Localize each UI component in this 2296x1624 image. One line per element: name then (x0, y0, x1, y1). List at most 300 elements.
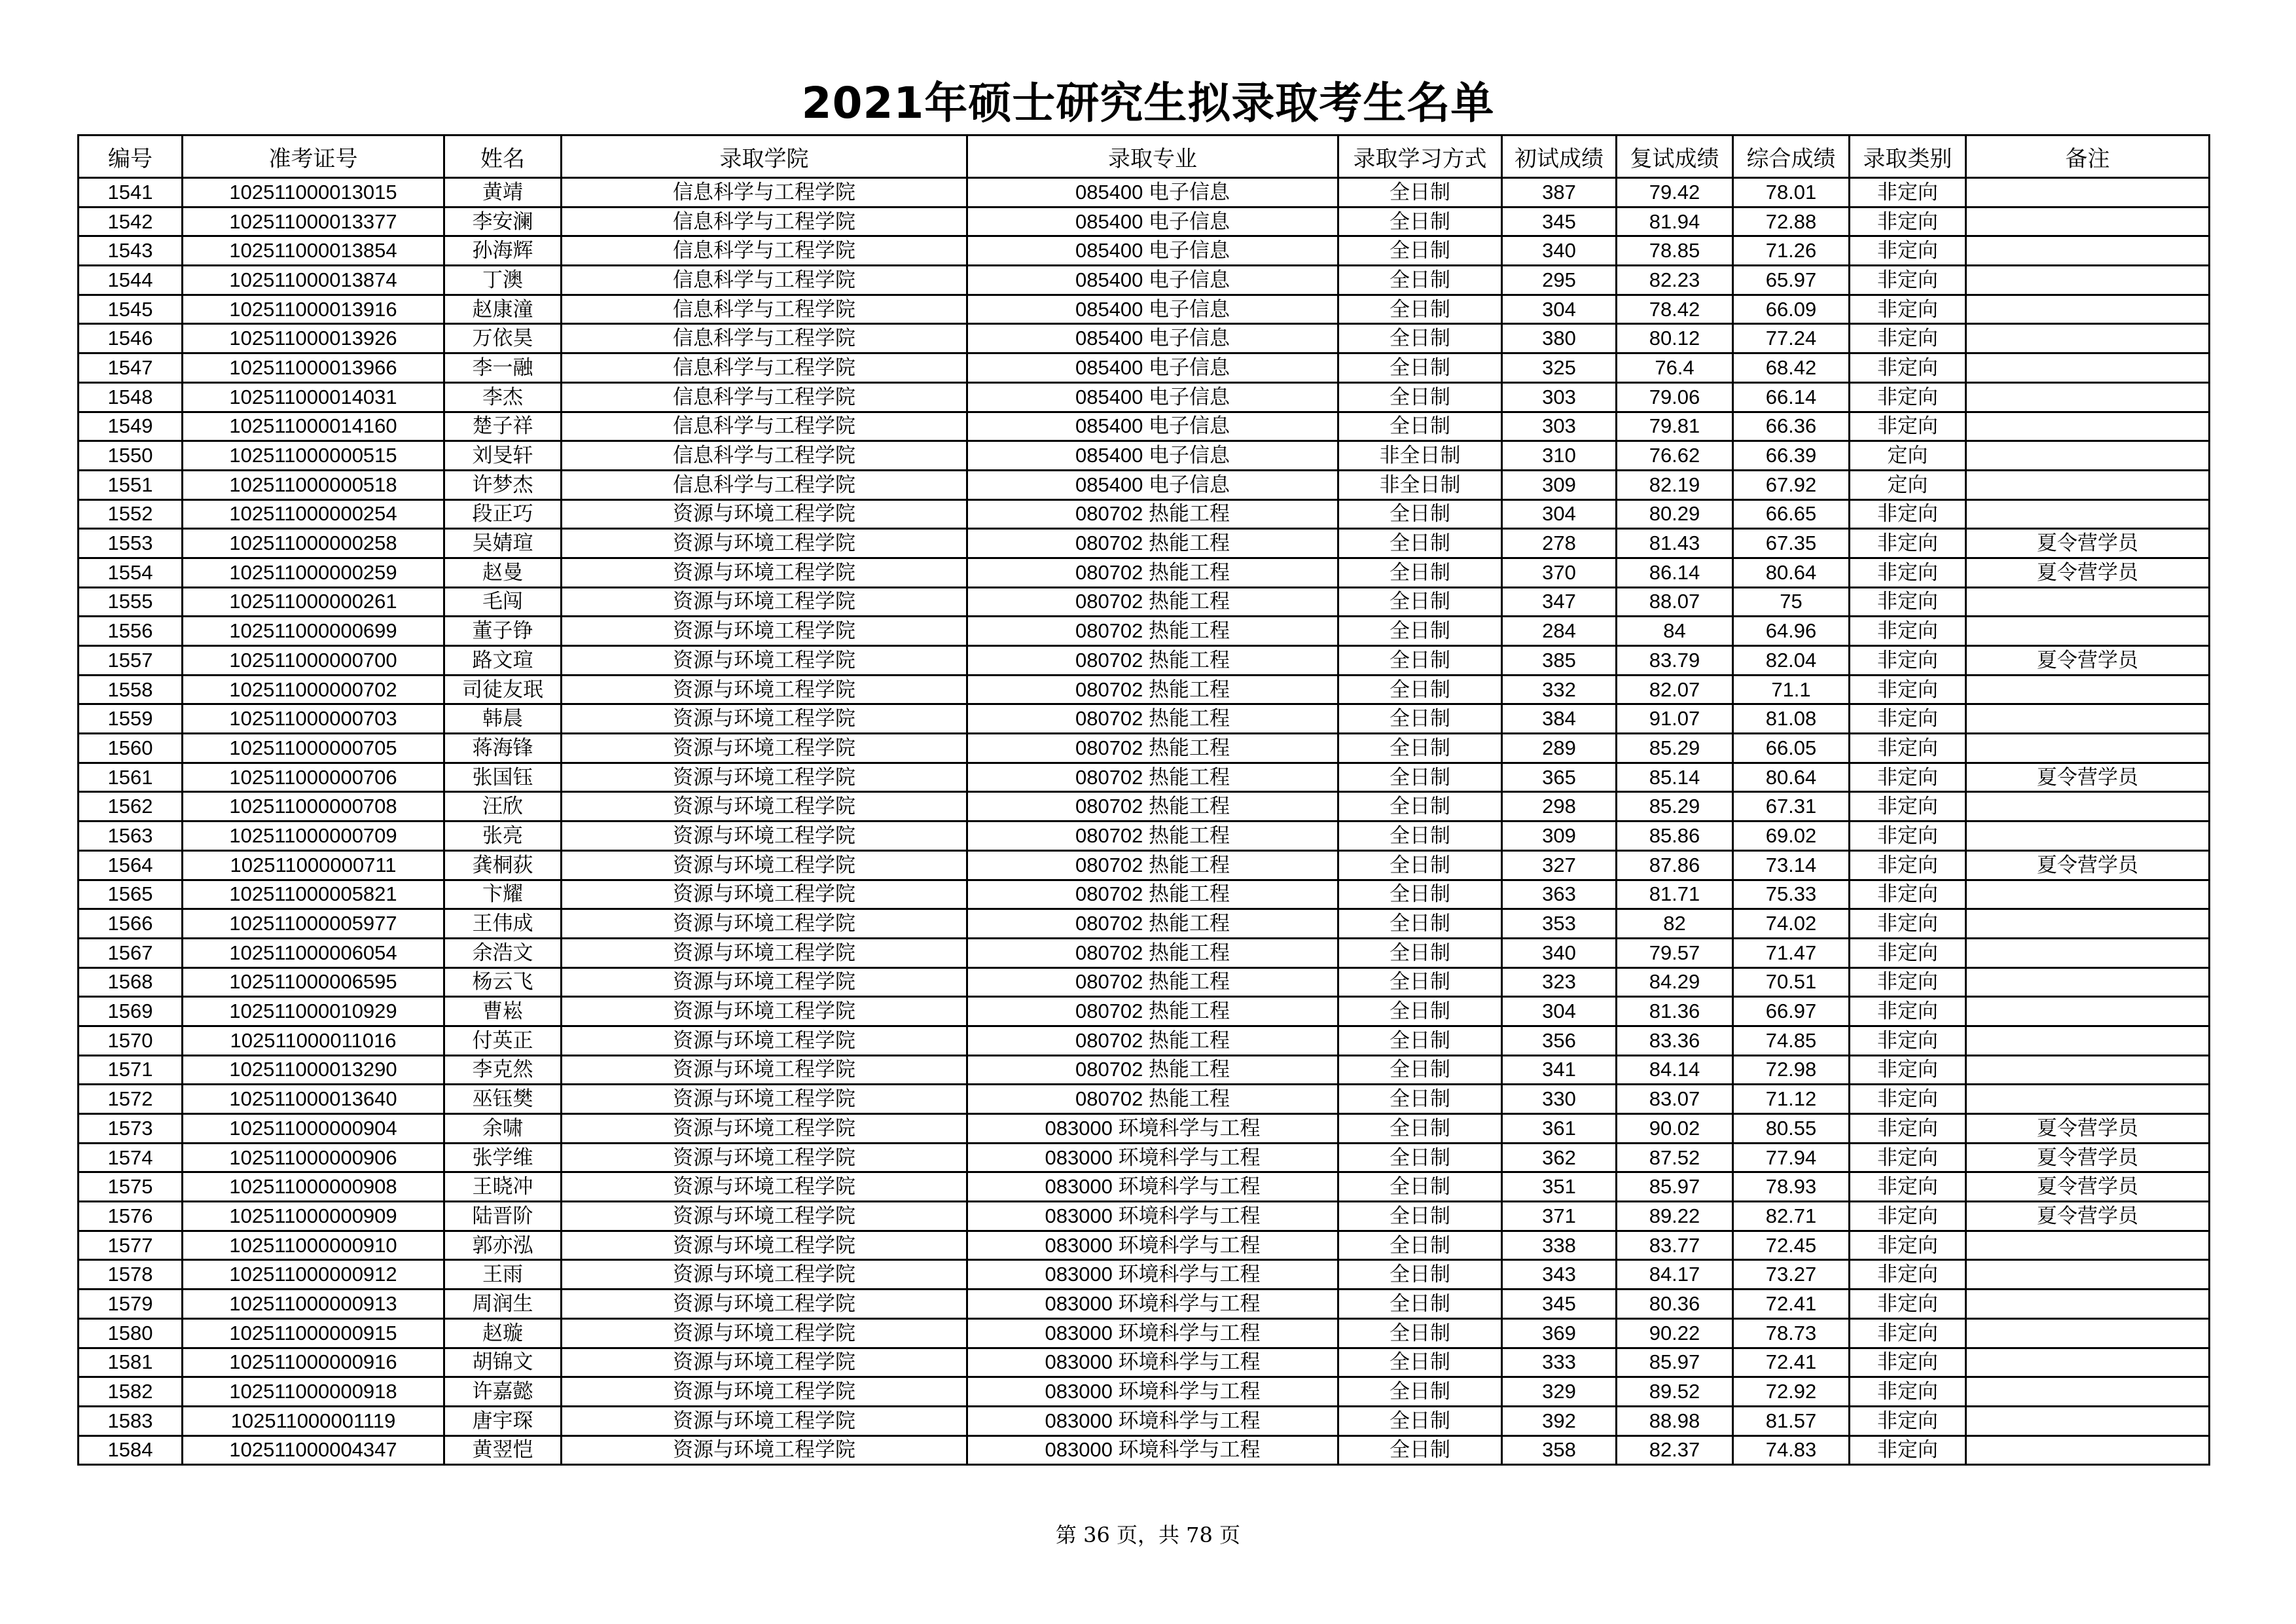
exam-id-cell: 102511000014031 (183, 382, 444, 412)
college-cell: 资源与环境工程学院 (562, 1318, 967, 1348)
retest-score-cell: 88.07 (1617, 587, 1733, 617)
college-cell: 资源与环境工程学院 (562, 1143, 967, 1172)
header-exam-id: 准考证号 (183, 135, 444, 178)
total-score-cell: 67.31 (1733, 792, 1850, 821)
initial-score-cell: 361 (1502, 1114, 1617, 1144)
header-remarks: 备注 (1966, 135, 2210, 178)
exam-id-cell: 102511000000700 (183, 646, 444, 676)
total-score-cell: 66.14 (1733, 382, 1850, 412)
total-score-cell: 67.92 (1733, 470, 1850, 499)
serial-cell: 1580 (79, 1318, 183, 1348)
serial-cell: 1575 (79, 1172, 183, 1202)
total-score-cell: 82.71 (1733, 1202, 1850, 1231)
name-cell: 蒋海锋 (444, 734, 562, 763)
name-cell: 孙海辉 (444, 236, 562, 266)
study-mode-cell: 全日制 (1338, 617, 1502, 646)
initial-score-cell: 284 (1502, 617, 1617, 646)
initial-score-cell: 298 (1502, 792, 1617, 821)
total-score-cell: 78.73 (1733, 1318, 1850, 1348)
initial-score-cell: 310 (1502, 441, 1617, 471)
exam-id-cell: 102511000000699 (183, 617, 444, 646)
exam-id-cell: 102511000000711 (183, 850, 444, 880)
major-cell: 080702 热能工程 (967, 1085, 1338, 1114)
major-cell: 080702 热能工程 (967, 1026, 1338, 1055)
remarks-cell (1966, 967, 2210, 997)
initial-score-cell: 295 (1502, 266, 1617, 295)
name-cell: 刘旻轩 (444, 441, 562, 471)
initial-score-cell: 333 (1502, 1348, 1617, 1377)
serial-cell: 1559 (79, 704, 183, 734)
exam-id-cell: 102511000013854 (183, 236, 444, 266)
college-cell: 资源与环境工程学院 (562, 1231, 967, 1260)
admission-type-cell: 非定向 (1850, 997, 1966, 1026)
header-major: 录取专业 (967, 135, 1338, 178)
serial-cell: 1555 (79, 587, 183, 617)
admission-type-cell: 非定向 (1850, 382, 1966, 412)
major-cell: 080702 热能工程 (967, 997, 1338, 1026)
total-score-cell: 68.42 (1733, 353, 1850, 383)
remarks-cell (1966, 821, 2210, 851)
table-row (79, 558, 2210, 587)
table-row (79, 1085, 2210, 1114)
college-cell: 资源与环境工程学院 (562, 1260, 967, 1290)
name-cell: 巫钰樊 (444, 1085, 562, 1114)
retest-score-cell: 85.86 (1617, 821, 1733, 851)
major-cell: 085400 电子信息 (967, 412, 1338, 441)
exam-id-cell: 102511000006054 (183, 938, 444, 967)
college-cell: 信息科学与工程学院 (562, 412, 967, 441)
table-row (79, 1348, 2210, 1377)
total-score-cell: 77.94 (1733, 1143, 1850, 1172)
name-cell: 许嘉懿 (444, 1377, 562, 1407)
exam-id-cell: 102511000000906 (183, 1143, 444, 1172)
major-cell: 080702 热能工程 (967, 792, 1338, 821)
admission-type-cell: 非定向 (1850, 1435, 1966, 1465)
remarks-cell (1966, 1026, 2210, 1055)
admission-type-cell: 定向 (1850, 441, 1966, 471)
name-cell: 胡锦文 (444, 1348, 562, 1377)
study-mode-cell: 全日制 (1338, 1085, 1502, 1114)
total-score-cell: 75 (1733, 587, 1850, 617)
study-mode-cell: 全日制 (1338, 1377, 1502, 1407)
total-score-cell: 80.64 (1733, 558, 1850, 587)
initial-score-cell: 347 (1502, 587, 1617, 617)
college-cell: 资源与环境工程学院 (562, 1348, 967, 1377)
initial-score-cell: 358 (1502, 1435, 1617, 1465)
total-score-cell: 66.65 (1733, 499, 1850, 529)
total-score-cell: 69.02 (1733, 821, 1850, 851)
college-cell: 资源与环境工程学院 (562, 1026, 967, 1055)
initial-score-cell: 362 (1502, 1143, 1617, 1172)
retest-score-cell: 85.14 (1617, 763, 1733, 792)
initial-score-cell: 289 (1502, 734, 1617, 763)
serial-cell: 1568 (79, 967, 183, 997)
initial-score-cell: 380 (1502, 324, 1617, 353)
initial-score-cell: 278 (1502, 529, 1617, 558)
total-score-cell: 72.98 (1733, 1055, 1850, 1085)
study-mode-cell: 全日制 (1338, 207, 1502, 236)
total-score-cell: 77.24 (1733, 324, 1850, 353)
name-cell: 司徒友珉 (444, 675, 562, 704)
college-cell: 资源与环境工程学院 (562, 499, 967, 529)
exam-id-cell: 102511000000258 (183, 529, 444, 558)
major-cell: 085400 电子信息 (967, 353, 1338, 383)
table-row (79, 675, 2210, 704)
major-cell: 080702 热能工程 (967, 880, 1338, 909)
total-score-cell: 71.12 (1733, 1085, 1850, 1114)
major-cell: 085400 电子信息 (967, 324, 1338, 353)
name-cell: 王雨 (444, 1260, 562, 1290)
exam-id-cell: 102511000000705 (183, 734, 444, 763)
retest-score-cell: 80.12 (1617, 324, 1733, 353)
name-cell: 余啸 (444, 1114, 562, 1144)
initial-score-cell: 370 (1502, 558, 1617, 587)
major-cell: 083000 环境科学与工程 (967, 1231, 1338, 1260)
major-cell: 080702 热能工程 (967, 763, 1338, 792)
admission-type-cell: 非定向 (1850, 909, 1966, 939)
major-cell: 083000 环境科学与工程 (967, 1260, 1338, 1290)
exam-id-cell: 102511000000261 (183, 587, 444, 617)
major-cell: 080702 热能工程 (967, 909, 1338, 939)
exam-id-cell: 102511000013874 (183, 266, 444, 295)
header-serial: 编号 (79, 135, 183, 178)
admission-type-cell: 非定向 (1850, 1085, 1966, 1114)
college-cell: 信息科学与工程学院 (562, 236, 967, 266)
total-score-cell: 74.02 (1733, 909, 1850, 939)
remarks-cell: 夏令营学员 (1966, 1143, 2210, 1172)
name-cell: 郭亦泓 (444, 1231, 562, 1260)
major-cell: 085400 电子信息 (967, 470, 1338, 499)
page-number: 第 36 页，共 78 页 (1055, 1523, 1241, 1547)
remarks-cell (1966, 236, 2210, 266)
total-score-cell: 67.35 (1733, 529, 1850, 558)
total-score-cell: 72.92 (1733, 1377, 1850, 1407)
admission-type-cell: 非定向 (1850, 646, 1966, 676)
college-cell: 资源与环境工程学院 (562, 529, 967, 558)
admission-type-cell: 非定向 (1850, 938, 1966, 967)
college-cell: 资源与环境工程学院 (562, 558, 967, 587)
exam-id-cell: 102511000000518 (183, 470, 444, 499)
initial-score-cell: 325 (1502, 353, 1617, 383)
study-mode-cell: 全日制 (1338, 938, 1502, 967)
study-mode-cell: 全日制 (1338, 1435, 1502, 1465)
header-name: 姓名 (444, 135, 562, 178)
table-row (79, 880, 2210, 909)
total-score-cell: 64.96 (1733, 617, 1850, 646)
exam-id-cell: 102511000000254 (183, 499, 444, 529)
retest-score-cell: 85.29 (1617, 734, 1733, 763)
serial-cell: 1549 (79, 412, 183, 441)
admission-type-cell: 非定向 (1850, 1377, 1966, 1407)
major-cell: 085400 电子信息 (967, 266, 1338, 295)
initial-score-cell: 303 (1502, 382, 1617, 412)
college-cell: 资源与环境工程学院 (562, 880, 967, 909)
study-mode-cell: 全日制 (1338, 880, 1502, 909)
name-cell: 黄靖 (444, 178, 562, 208)
retest-score-cell: 83.77 (1617, 1231, 1733, 1260)
retest-score-cell: 79.06 (1617, 382, 1733, 412)
remarks-cell (1966, 1055, 2210, 1085)
remarks-cell (1966, 1377, 2210, 1407)
exam-id-cell: 102511000013640 (183, 1085, 444, 1114)
serial-cell: 1544 (79, 266, 183, 295)
admission-type-cell: 非定向 (1850, 1290, 1966, 1319)
remarks-cell (1966, 1318, 2210, 1348)
initial-score-cell: 303 (1502, 412, 1617, 441)
table-row (79, 646, 2210, 676)
retest-score-cell: 84 (1617, 617, 1733, 646)
total-score-cell: 75.33 (1733, 880, 1850, 909)
serial-cell: 1558 (79, 675, 183, 704)
remarks-cell (1966, 382, 2210, 412)
retest-score-cell: 87.52 (1617, 1143, 1733, 1172)
serial-cell: 1562 (79, 792, 183, 821)
major-cell: 083000 环境科学与工程 (967, 1318, 1338, 1348)
header-row (79, 135, 2210, 178)
college-cell: 资源与环境工程学院 (562, 646, 967, 676)
admission-type-cell: 非定向 (1850, 207, 1966, 236)
table-row (79, 938, 2210, 967)
college-cell: 资源与环境工程学院 (562, 909, 967, 939)
study-mode-cell: 全日制 (1338, 850, 1502, 880)
remarks-cell (1966, 909, 2210, 939)
exam-id-cell: 102511000000904 (183, 1114, 444, 1144)
remarks-cell (1966, 1435, 2210, 1465)
admission-type-cell: 非定向 (1850, 558, 1966, 587)
exam-id-cell: 102511000004347 (183, 1435, 444, 1465)
initial-score-cell: 340 (1502, 236, 1617, 266)
table-row (79, 1435, 2210, 1465)
college-cell: 资源与环境工程学院 (562, 587, 967, 617)
study-mode-cell: 全日制 (1338, 1026, 1502, 1055)
admission-type-cell: 非定向 (1850, 967, 1966, 997)
admission-type-cell: 非定向 (1850, 617, 1966, 646)
name-cell: 吴婧瑄 (444, 529, 562, 558)
major-cell: 085400 电子信息 (967, 178, 1338, 208)
total-score-cell: 66.36 (1733, 412, 1850, 441)
retest-score-cell: 80.29 (1617, 499, 1733, 529)
total-score-cell: 65.97 (1733, 266, 1850, 295)
admission-table-container (77, 134, 2208, 1466)
name-cell: 杨云飞 (444, 967, 562, 997)
exam-id-cell: 102511000013916 (183, 295, 444, 324)
initial-score-cell: 392 (1502, 1406, 1617, 1435)
study-mode-cell: 全日制 (1338, 1318, 1502, 1348)
retest-score-cell: 86.14 (1617, 558, 1733, 587)
admission-type-cell: 非定向 (1850, 266, 1966, 295)
college-cell: 资源与环境工程学院 (562, 1172, 967, 1202)
retest-score-cell: 78.85 (1617, 236, 1733, 266)
serial-cell: 1560 (79, 734, 183, 763)
table-row (79, 412, 2210, 441)
study-mode-cell: 全日制 (1338, 1114, 1502, 1144)
name-cell: 许梦杰 (444, 470, 562, 499)
total-score-cell: 66.09 (1733, 295, 1850, 324)
table-row (79, 967, 2210, 997)
initial-score-cell: 384 (1502, 704, 1617, 734)
major-cell: 083000 环境科学与工程 (967, 1143, 1338, 1172)
retest-score-cell: 81.43 (1617, 529, 1733, 558)
major-cell: 080702 热能工程 (967, 734, 1338, 763)
initial-score-cell: 309 (1502, 821, 1617, 851)
total-score-cell: 82.04 (1733, 646, 1850, 676)
retest-score-cell: 81.71 (1617, 880, 1733, 909)
exam-id-cell: 102511000014160 (183, 412, 444, 441)
admission-type-cell: 非定向 (1850, 763, 1966, 792)
retest-score-cell: 89.22 (1617, 1202, 1733, 1231)
remarks-cell: 夏令营学员 (1966, 1202, 2210, 1231)
exam-id-cell: 102511000010929 (183, 997, 444, 1026)
table-row (79, 499, 2210, 529)
serial-cell: 1564 (79, 850, 183, 880)
college-cell: 资源与环境工程学院 (562, 1435, 967, 1465)
name-cell: 李杰 (444, 382, 562, 412)
admission-type-cell: 非定向 (1850, 821, 1966, 851)
study-mode-cell: 全日制 (1338, 499, 1502, 529)
admission-type-cell: 非定向 (1850, 850, 1966, 880)
study-mode-cell: 全日制 (1338, 1260, 1502, 1290)
major-cell: 083000 环境科学与工程 (967, 1435, 1338, 1465)
college-cell: 资源与环境工程学院 (562, 734, 967, 763)
remarks-cell (1966, 792, 2210, 821)
name-cell: 付英正 (444, 1026, 562, 1055)
total-score-cell: 74.85 (1733, 1026, 1850, 1055)
study-mode-cell: 全日制 (1338, 1143, 1502, 1172)
total-score-cell: 78.93 (1733, 1172, 1850, 1202)
major-cell: 083000 环境科学与工程 (967, 1172, 1338, 1202)
initial-score-cell: 304 (1502, 997, 1617, 1026)
initial-score-cell: 304 (1502, 499, 1617, 529)
remarks-cell (1966, 704, 2210, 734)
study-mode-cell: 全日制 (1338, 382, 1502, 412)
name-cell: 张亮 (444, 821, 562, 851)
retest-score-cell: 78.42 (1617, 295, 1733, 324)
exam-id-cell: 102511000000908 (183, 1172, 444, 1202)
major-cell: 080702 热能工程 (967, 967, 1338, 997)
exam-id-cell: 102511000000916 (183, 1348, 444, 1377)
major-cell: 080702 热能工程 (967, 1055, 1338, 1085)
remarks-cell (1966, 617, 2210, 646)
serial-cell: 1579 (79, 1290, 183, 1319)
major-cell: 085400 电子信息 (967, 295, 1338, 324)
college-cell: 资源与环境工程学院 (562, 850, 967, 880)
remarks-cell: 夏令营学员 (1966, 558, 2210, 587)
name-cell: 唐宇琛 (444, 1406, 562, 1435)
study-mode-cell: 全日制 (1338, 821, 1502, 851)
table-row (79, 178, 2210, 208)
remarks-cell (1966, 1231, 2210, 1260)
study-mode-cell: 非全日制 (1338, 441, 1502, 471)
total-score-cell: 66.97 (1733, 997, 1850, 1026)
major-cell: 085400 电子信息 (967, 382, 1338, 412)
retest-score-cell: 80.36 (1617, 1290, 1733, 1319)
study-mode-cell: 全日制 (1338, 1348, 1502, 1377)
initial-score-cell: 385 (1502, 646, 1617, 676)
admission-type-cell: 非定向 (1850, 880, 1966, 909)
study-mode-cell: 全日制 (1338, 266, 1502, 295)
admission-type-cell: 非定向 (1850, 1172, 1966, 1202)
serial-cell: 1578 (79, 1260, 183, 1290)
exam-id-cell: 102511000000702 (183, 675, 444, 704)
table-row (79, 1143, 2210, 1172)
remarks-cell: 夏令营学员 (1966, 529, 2210, 558)
name-cell: 汪欣 (444, 792, 562, 821)
header-admission-type: 录取类别 (1850, 135, 1966, 178)
table-row (79, 792, 2210, 821)
serial-cell: 1577 (79, 1231, 183, 1260)
remarks-cell (1966, 1290, 2210, 1319)
remarks-cell (1966, 734, 2210, 763)
college-cell: 资源与环境工程学院 (562, 821, 967, 851)
retest-score-cell: 84.17 (1617, 1260, 1733, 1290)
remarks-cell (1966, 1085, 2210, 1114)
table-row (79, 821, 2210, 851)
serial-cell: 1557 (79, 646, 183, 676)
admission-type-cell: 非定向 (1850, 1348, 1966, 1377)
admission-type-cell: 非定向 (1850, 792, 1966, 821)
name-cell: 万依昊 (444, 324, 562, 353)
name-cell: 王晓冲 (444, 1172, 562, 1202)
major-cell: 080702 热能工程 (967, 617, 1338, 646)
remarks-cell (1966, 880, 2210, 909)
exam-id-cell: 102511000000703 (183, 704, 444, 734)
study-mode-cell: 全日制 (1338, 236, 1502, 266)
serial-cell: 1546 (79, 324, 183, 353)
remarks-cell (1966, 499, 2210, 529)
major-cell: 080702 热能工程 (967, 558, 1338, 587)
initial-score-cell: 329 (1502, 1377, 1617, 1407)
study-mode-cell: 全日制 (1338, 734, 1502, 763)
retest-score-cell: 76.62 (1617, 441, 1733, 471)
retest-score-cell: 79.81 (1617, 412, 1733, 441)
college-cell: 信息科学与工程学院 (562, 266, 967, 295)
serial-cell: 1582 (79, 1377, 183, 1407)
table-row (79, 617, 2210, 646)
retest-score-cell: 90.02 (1617, 1114, 1733, 1144)
exam-id-cell: 102511000011016 (183, 1026, 444, 1055)
remarks-cell (1966, 675, 2210, 704)
retest-score-cell: 84.14 (1617, 1055, 1733, 1085)
name-cell: 毛闯 (444, 587, 562, 617)
study-mode-cell: 全日制 (1338, 646, 1502, 676)
major-cell: 080702 热能工程 (967, 821, 1338, 851)
admission-type-cell: 非定向 (1850, 1260, 1966, 1290)
initial-score-cell: 369 (1502, 1318, 1617, 1348)
initial-score-cell: 356 (1502, 1026, 1617, 1055)
table-row (79, 1377, 2210, 1407)
name-cell: 赵璇 (444, 1318, 562, 1348)
exam-id-cell: 102511000000515 (183, 441, 444, 471)
remarks-cell: 夏令营学员 (1966, 1172, 2210, 1202)
retest-score-cell: 79.57 (1617, 938, 1733, 967)
initial-score-cell: 332 (1502, 675, 1617, 704)
initial-score-cell: 338 (1502, 1231, 1617, 1260)
serial-cell: 1551 (79, 470, 183, 499)
study-mode-cell: 全日制 (1338, 997, 1502, 1026)
name-cell: 董子铮 (444, 617, 562, 646)
admission-type-cell: 非定向 (1850, 236, 1966, 266)
serial-cell: 1541 (79, 178, 183, 208)
admission-type-cell: 非定向 (1850, 1231, 1966, 1260)
admission-type-cell: 非定向 (1850, 353, 1966, 383)
name-cell: 丁澳 (444, 266, 562, 295)
college-cell: 资源与环境工程学院 (562, 675, 967, 704)
serial-cell: 1552 (79, 499, 183, 529)
exam-id-cell: 102511000000912 (183, 1260, 444, 1290)
table-row (79, 734, 2210, 763)
initial-score-cell: 340 (1502, 938, 1617, 967)
exam-id-cell: 102511000013377 (183, 207, 444, 236)
